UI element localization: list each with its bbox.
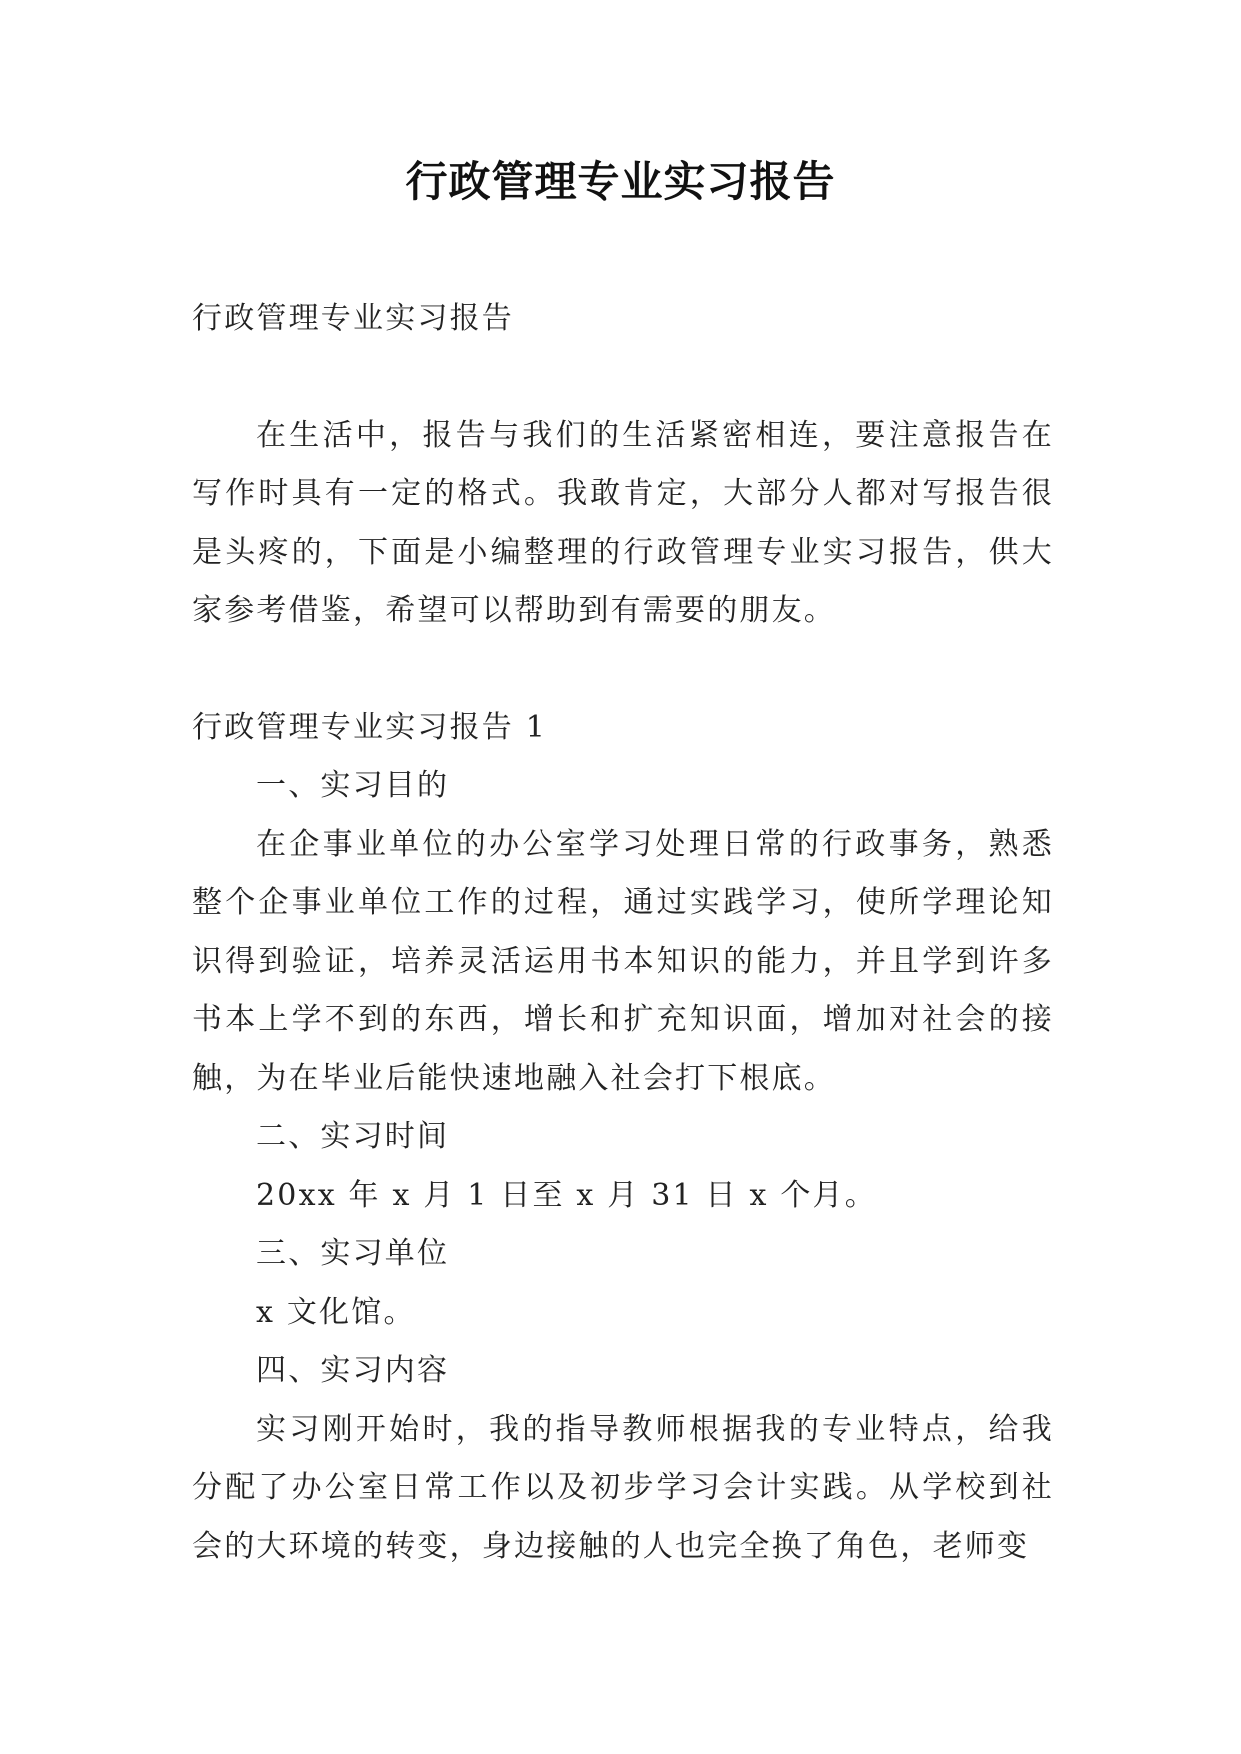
time-paragraph: 20xx 年 x 月 1 日至 x 月 31 日 x 个月。 (256, 1177, 877, 1213)
purpose-paragraph: 在企事业单位的办公室学习处理日常的行政事务，熟悉整个企事业单位工作的过程，通过实践学习，使所学理论知识得到验证，培养灵活运用书本知识的能力，并且学到许多书本上学不到的东西，增长和扩充知识面，增加对社会的接触，为在毕业后能快速地融入社会打下根底。 (192, 826, 1054, 1096)
heading-time: 二、实习时间 (256, 1119, 450, 1154)
unit-paragraph: x 文化馆。 (256, 1294, 416, 1330)
heading-unit: 三、实习单位 (256, 1236, 450, 1271)
heading-content: 四、实习内容 (256, 1353, 450, 1388)
section-report-heading: 行政管理专业实习报告 1 (192, 709, 548, 745)
heading-purpose: 一、实习目的 (256, 768, 450, 803)
document-title: 行政管理专业实习报告 (405, 157, 836, 206)
intro-paragraph: 在生活中，报告与我们的生活紧密相连，要注意报告在写作时具有一定的格式。我敢肯定，大部分人都对写报告很是头疼的，下面是小编整理的行政管理专业实习报告，供大家参考借鉴，希望可以帮助到有需要的朋友。 (192, 417, 1054, 628)
document-body (192, 290, 1054, 1576)
content-paragraph: 实习刚开始时，我的指导教师根据我的专业特点，给我分配了办公室日常工作以及初步学习会计实践。从学校到社会的大环境的转变，身边接触的人也完全换了角色，老师变 (192, 1411, 1054, 1564)
subtitle-paragraph: 行政管理专业实习报告 (192, 301, 514, 336)
